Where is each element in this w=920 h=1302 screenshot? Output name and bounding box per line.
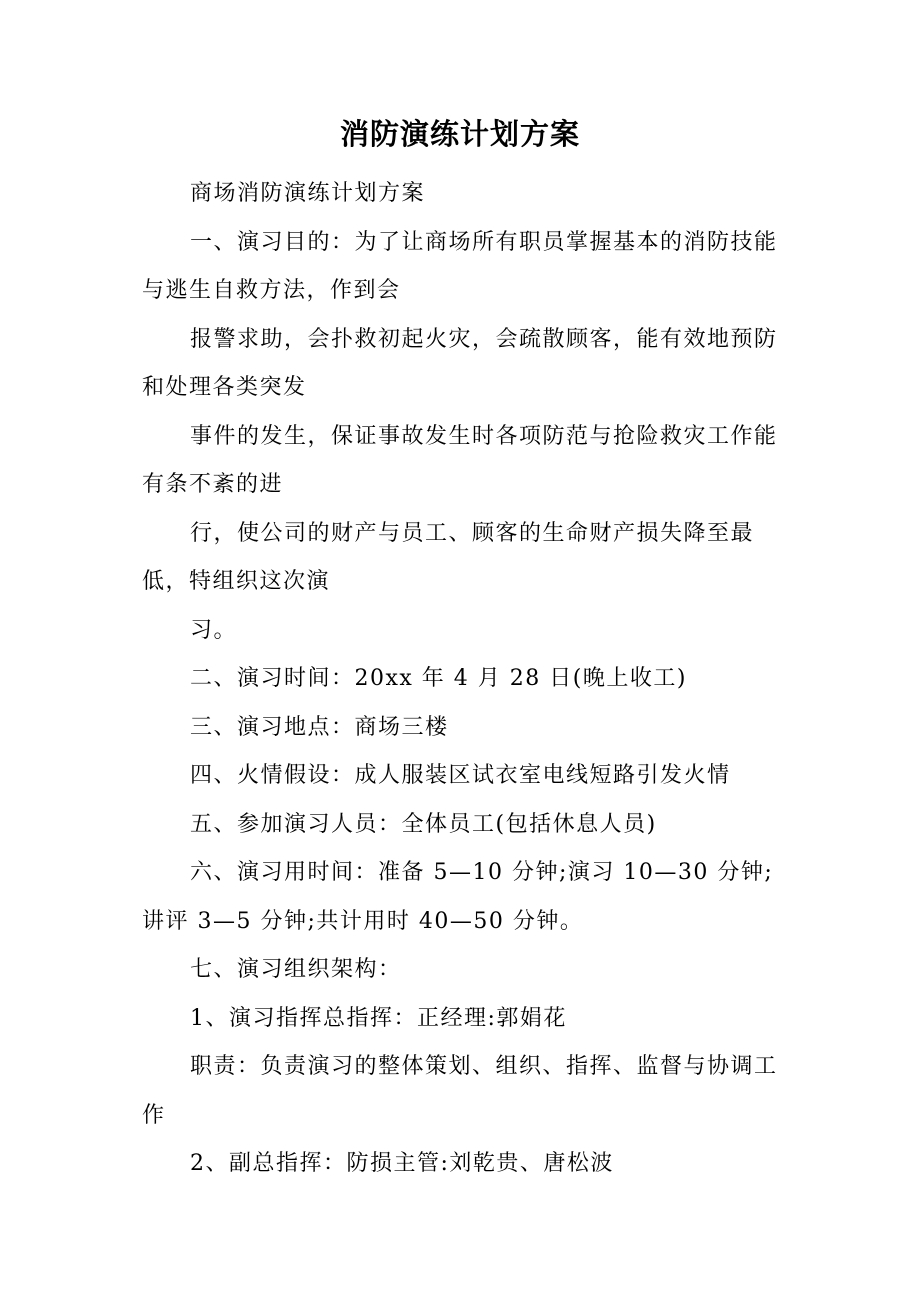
paragraph-participants: 五、参加演习人员：全体员工(包括休息人员) [190,811,657,837]
paragraph-purpose-cont-1: 报警求助，会扑救初起火灾，会疏散顾客，能有效地预防和处理各类突发 [142,326,778,400]
paragraph-organization: 七、演习组织架构： [190,957,402,982]
paragraph-purpose-cont-4: 习。 [190,617,238,643]
paragraph-commander: 1、演习指挥总指挥：正经理:郭娟花 [190,1005,567,1031]
document-body [142,170,782,1189]
paragraph-commander-duty: 职责：负责演习的整体策划、组织、指挥、监督与协调工作 [142,1054,778,1128]
paragraph-location: 三、演习地点：商场三楼 [190,714,449,740]
paragraph-purpose: 一、演习目的：为了让商场所有职员掌握基本的消防技能与逃生自救方法，作到会 [142,229,778,303]
paragraph-subtitle: 商场消防演练计划方案 [190,181,426,206]
paragraph-fire-scenario: 四、火情假设：成人服装区试衣室电线短路引发火情 [190,763,731,788]
document-title: 消防演练计划方案 [339,117,580,151]
paragraph-duration: 六、演习用时间：准备 5—10 分钟;演习 10—30 分钟;讲评 3—5 分钟;共计用时 40—50 分钟。 [142,860,774,934]
paragraph-time: 二、演习时间：20xx 年 4 月 28 日(晚上收工) [190,666,687,691]
paragraph-purpose-cont-3: 行，使公司的财产与员工、顾客的生命财产损失降至最低，特组织这次演 [142,520,755,594]
paragraph-purpose-cont-2: 事件的发生，保证事故发生时各项防范与抢险救灾工作能有条不紊的进 [142,423,778,497]
paragraph-deputy-commander: 2、副总指挥：防损主管:刘乾贵、唐松波 [190,1151,614,1176]
